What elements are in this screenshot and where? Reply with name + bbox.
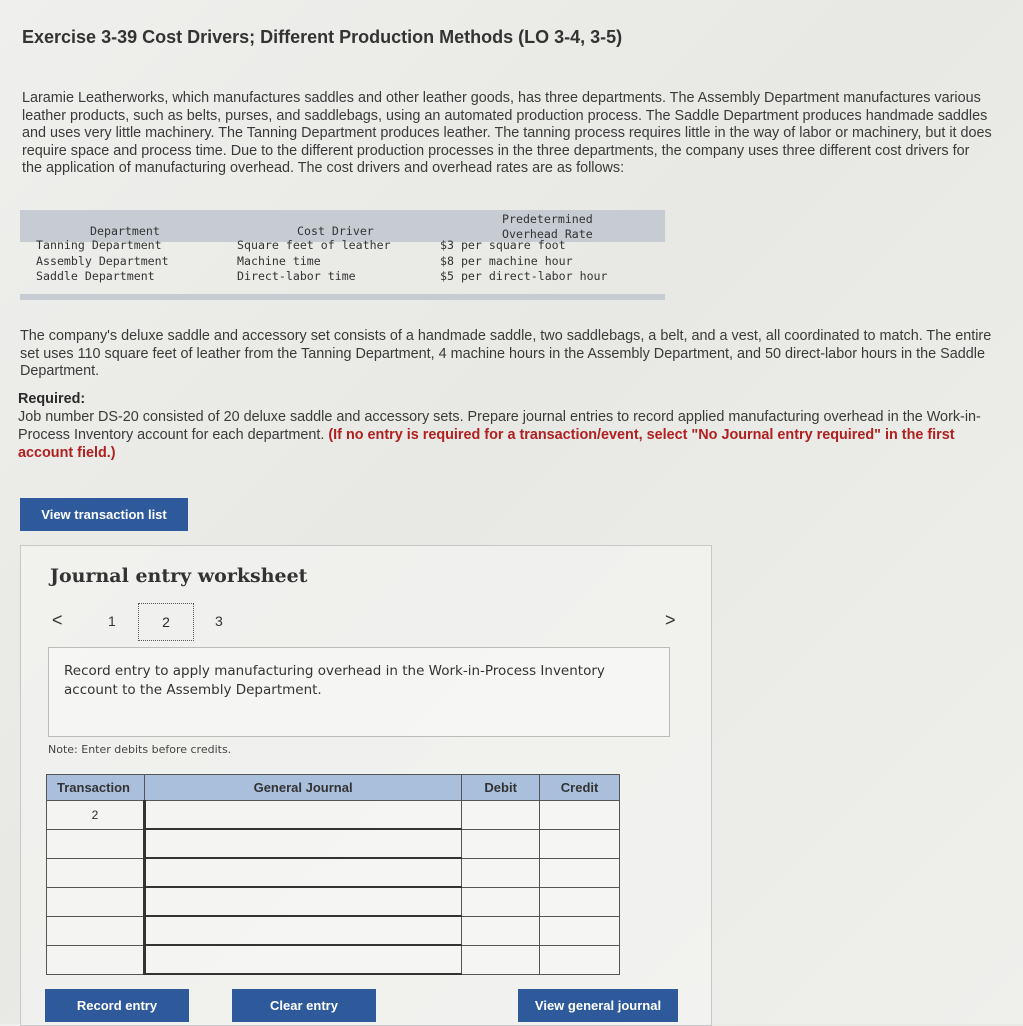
required-note: (If no entry is required for a transaction/event, select "No Journal entry required" in the first account field.) <box>18 427 955 461</box>
rates-row <box>20 269 665 289</box>
credit-field[interactable] <box>540 829 620 858</box>
rates-driver: Square feet of leather <box>237 238 391 252</box>
rates-rate: $3 per square foot <box>440 238 566 252</box>
next-arrow-icon[interactable]: > <box>665 610 676 630</box>
worksheet-title: Journal entry worksheet <box>50 565 308 587</box>
rate-header-line1: Predetermined <box>502 212 593 226</box>
tab-3[interactable]: 3 <box>215 613 223 629</box>
transaction-header: Transaction <box>47 775 145 801</box>
view-general-journal-button[interactable]: View general journal <box>518 989 678 1022</box>
transaction-cell <box>47 916 145 945</box>
credit-field[interactable] <box>540 887 620 916</box>
table-row <box>47 801 620 830</box>
tab-1[interactable]: 1 <box>108 613 116 629</box>
table-row <box>47 858 620 887</box>
debit-field[interactable] <box>462 801 540 830</box>
page-title: Exercise 3-39 Cost Drivers; Different Production Methods (LO 3-4, 3-5) <box>22 27 623 47</box>
entry-instruction-box <box>48 647 670 737</box>
credit-field[interactable] <box>540 945 620 974</box>
record-entry-button[interactable]: Record entry <box>45 989 189 1022</box>
transaction-cell: 2 <box>47 801 145 830</box>
transaction-cell <box>47 858 145 887</box>
department-header: Department <box>90 224 160 238</box>
transaction-cell <box>47 887 145 916</box>
rates-rate: $5 per direct-labor hour <box>440 269 608 283</box>
general-journal-table <box>46 774 620 975</box>
driver-header: Cost Driver <box>297 224 374 238</box>
debit-field[interactable] <box>462 858 540 887</box>
table-row <box>47 887 620 916</box>
debit-field[interactable] <box>462 829 540 858</box>
credit-field[interactable] <box>540 916 620 945</box>
rates-rate: $8 per machine hour <box>440 253 573 268</box>
table-row <box>47 829 620 858</box>
account-field[interactable] <box>144 801 461 830</box>
clear-entry-button[interactable]: Clear entry <box>232 989 376 1022</box>
debit-header: Debit <box>462 775 540 801</box>
rate-header-line2: Overhead Rate <box>502 227 593 241</box>
required-label: Required: <box>18 391 86 407</box>
journal-header-row <box>47 775 620 801</box>
table-row <box>47 916 620 945</box>
transaction-cell <box>47 829 145 858</box>
table-row <box>47 945 620 974</box>
account-field[interactable] <box>144 887 461 916</box>
debit-field[interactable] <box>462 916 540 945</box>
rates-department: Tanning Department <box>36 238 162 252</box>
account-field[interactable] <box>144 858 461 887</box>
required-text: Job number DS-20 consisted of 20 deluxe saddle and accessory sets. Prepare journal entries to record applied manufacturing overhead in the Work-in-Process Inventory account for each department. <box>18 409 981 443</box>
required-section <box>18 390 993 462</box>
credit-field[interactable] <box>540 801 620 830</box>
rates-table-footer <box>20 294 665 300</box>
prev-arrow-icon[interactable]: < <box>52 610 63 630</box>
view-transaction-list-button[interactable]: View transaction list <box>20 498 188 531</box>
general-journal-header: General Journal <box>144 775 461 801</box>
set-description: The company's deluxe saddle and accessory set consists of a handmade saddle, two saddlebags, a belt, and a vest, all coordinated to match. The entire set uses 110 square feet of leather from the Tanning Department, 4 machine hours in the Assembly Department, and 50 direct-labor hours in the Saddle Department. <box>20 328 992 379</box>
debit-field[interactable] <box>462 887 540 916</box>
tab-2[interactable] <box>138 603 194 641</box>
debit-credit-note: Note: Enter debits before credits. <box>48 743 232 756</box>
account-field[interactable] <box>144 829 461 858</box>
entry-instruction: Record entry to apply manufacturing overhead in the Work-in-Process Inventory account to the Assembly Department. <box>64 663 605 698</box>
rates-department: Saddle Department <box>36 269 155 283</box>
overhead-rates-table <box>20 210 665 300</box>
rates-driver: Direct-labor time <box>237 269 356 283</box>
credit-header: Credit <box>540 775 620 801</box>
problem-intro: Laramie Leatherworks, which manufactures saddles and other leather goods, has three departments. The Assembly Department manufactures various leather products, such as belts, purses, and saddlebags, using an automated production process. The Saddle Department produces handmade saddles and uses very little machinery. The Tanning Department produces leather. The tanning process requires little in the way of labor or machinery, but it does require space and process time. Due to the different production processes in the three departments, the company uses three different cost drivers for the application of manufacturing overhead. The cost drivers and overhead rates are as follows: <box>22 90 992 176</box>
account-field[interactable] <box>144 945 461 974</box>
tab-2-label: 2 <box>162 614 170 630</box>
credit-field[interactable] <box>540 858 620 887</box>
rates-driver: Machine time <box>237 253 321 268</box>
account-field[interactable] <box>144 916 461 945</box>
debit-field[interactable] <box>462 945 540 974</box>
transaction-cell <box>47 945 145 974</box>
rates-department: Assembly Department <box>36 253 169 268</box>
